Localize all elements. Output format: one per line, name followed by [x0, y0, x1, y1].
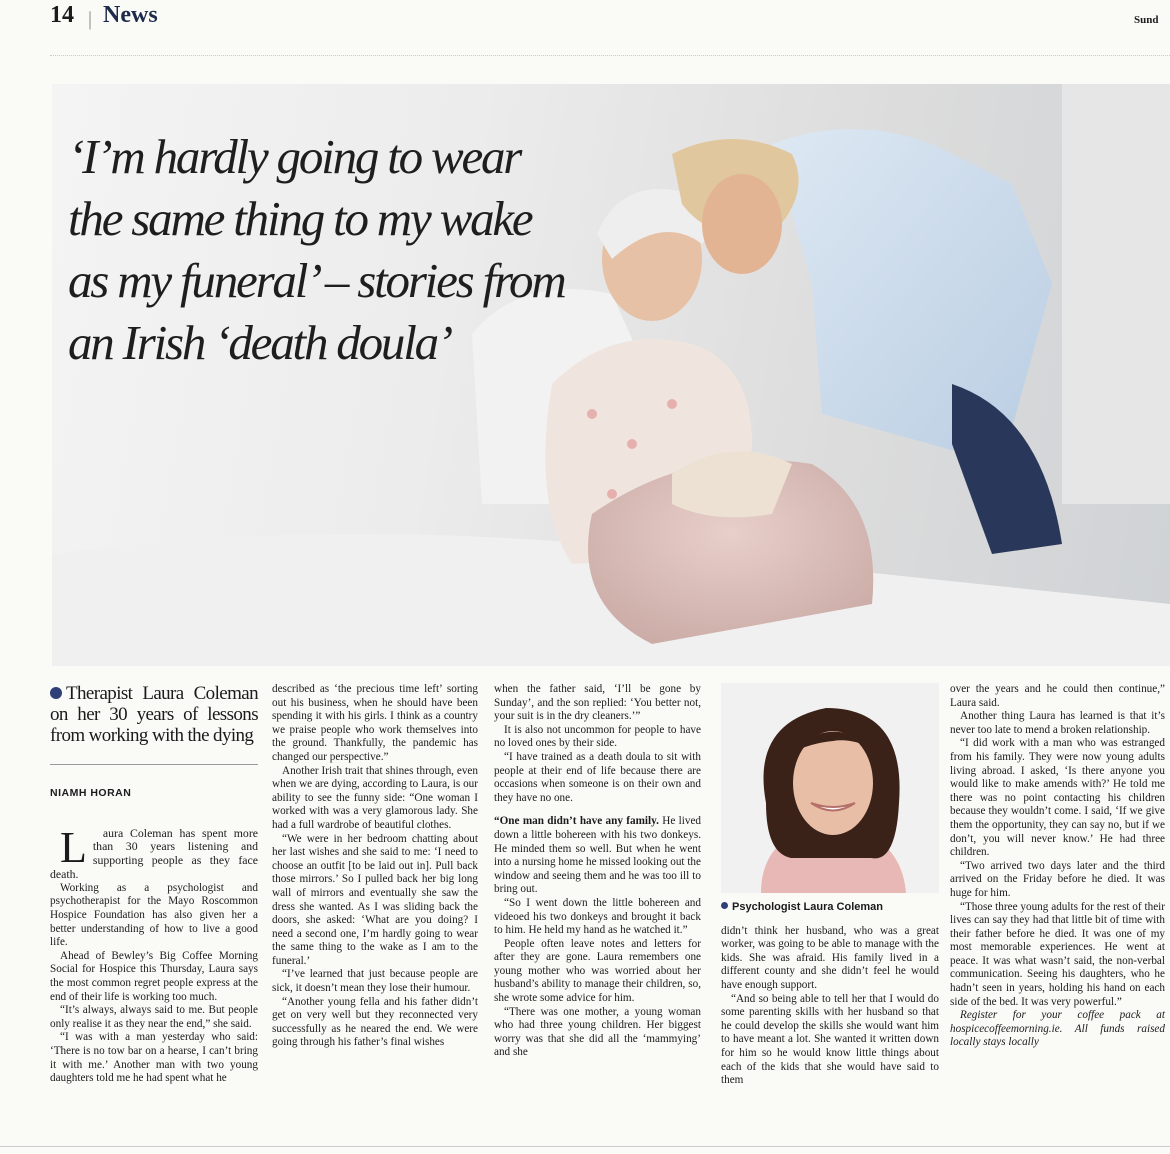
header-rule — [50, 55, 1170, 56]
bullet-icon — [50, 687, 62, 699]
paragraph: “It’s always, always said to me. But people only realise it as they near the end,” she said. — [50, 1004, 258, 1030]
article-column-4 — [721, 683, 939, 1088]
masthead-separator: | — [88, 8, 93, 30]
photo-caption: Psychologist Laura Coleman — [721, 901, 939, 915]
paragraph: didn’t think her husband, who was a great worker, was going to be able to manage with the kids. She was afraid. His family lived in a different county and she didn’t feel he would have enough support. — [721, 924, 939, 991]
paragraph: “We were in her bedroom chatting about her last wishes and she said to me: ‘I need to choose an outfit [to be laid out in]. Pull back those mirrors.’ So I pulled back her big long wall of mirrors and eventually she saw the dress she wanted. As I was sliding back the doors, she asked: ‘What are you doing? I need a second one, I’m hardly going to wear the same thing to the wake as I am to the funeral.’ — [272, 832, 478, 967]
standfirst: Therapist Laura Coleman on her 30 years of lessons from working with the dying — [50, 683, 258, 746]
paragraph: “I did work with a man who was estranged from his family. They were now young adults living abroad. I asked, ‘Is there anyone you would like to make amends with?’ He told me there was no point contacting his children because they wouldn’t come. I said, ‘If we give them the opportunity, they can say no, but if we don’t, you will never know.’ He had three children. — [950, 737, 1165, 859]
paragraph: “Another young fella and his father didn’t get on very well but they reconnected very successfully as he neared the end. We were going through his father’s final wishes — [272, 995, 478, 1049]
paragraph: “I have trained as a death doula to sit with people at their end of life because there are occasions when someone is on their own and they have no one. — [494, 750, 701, 804]
portrait-photo — [721, 683, 939, 893]
article-column-2 — [272, 683, 478, 1050]
portrait-illustration — [721, 683, 939, 893]
paragraph: “So I went down the little bohereen and videoed his two donkeys and brought it back to him. He held my hand as he watched it.” — [494, 896, 701, 937]
subhead-bold: “One man didn’t have any family. — [494, 815, 659, 828]
lead-paragraph: L aura Coleman has spent more than 30 years listening and supporting people as they face death. — [50, 822, 258, 881]
paragraph: when the father said, ‘I’ll be gone by Sunday’, and the son replied: ‘You better not, your suit is in the dry cleaners.’” — [494, 683, 701, 723]
lead-photo — [52, 84, 1170, 666]
bullet-icon — [721, 902, 728, 909]
byline: NIAMH HORAN — [50, 764, 258, 801]
promo-note: Register for your coffee pack at hospicecoffeemorning.ie. All funds raised locally stays locally — [950, 1009, 1165, 1049]
section-name: News — [103, 2, 158, 28]
paragraph: “And so being able to tell her that I would do some parenting skills with her husband so that he could develop the skills she would want him to have meant a lot. She wanted it written down for him so he would know little things about each of the kids that she would have said to them — [721, 992, 939, 1087]
paragraph: “Those three young adults for the rest of their lives can say they had that little bit of time with their father before he died. It was one of my most memorable experiences. He went at peace. It was what wasn’t said, the non-verbal communication. Seeing his daughters, who he hadn’t seen in years, holding his hand on each side of the bed. It was very powerful.” — [950, 900, 1165, 1008]
paragraph: People often leave notes and letters for after they are gone. Laura remembers one young mother who was worried about her husband’s ability to manage their children, so, she wrote some advice for him. — [494, 937, 701, 1005]
page-number: 14 — [50, 2, 74, 28]
paragraph: Working as a psychologist and psychotherapist for the Mayo Roscommon Hospice Foundation has also given her a better understanding of how to live a good life. — [50, 881, 258, 949]
article-column-1 — [50, 683, 258, 1086]
paragraph: over the years and he could then continue,” Laura said. — [950, 683, 1165, 709]
paragraph: “There was one mother, a young woman who had three young children. Her biggest worry was that she did all the ‘mammying’ and she — [494, 1005, 701, 1059]
masthead — [0, 0, 1170, 48]
dropcap: L — [60, 822, 87, 872]
paragraph: It is also not uncommon for people to have no loved ones by their side. — [494, 723, 701, 750]
paragraph: described as ‘the precious time left’ sorting out his business, when he should have been spending it with his girls. I think as a country we praise people who work themselves into the ground. Thankfully, the pandemic has changed our perspective.” — [272, 683, 478, 763]
paragraph: Ahead of Bewley’s Big Coffee Morning Social for Hospice this Thursday, Laura says the most common regret people express at the end of their life is working too much. — [50, 949, 258, 1003]
article-column-3 — [494, 683, 701, 1060]
date-fragment: Sund — [1134, 14, 1159, 26]
footer-rule — [0, 1146, 1170, 1147]
paragraph: Another Irish trait that shines through, even when we are dying, according to Laura, is our ability to see the funny side: “One woman I worked with was a very glamorous lady. She had a full wardrobe of beautiful clothes. — [272, 764, 478, 831]
paragraph: Another thing Laura has learned is that it’s never too late to mend a broken relationship. — [950, 710, 1165, 736]
article-column-5 — [950, 683, 1165, 1050]
paragraph: “Two arrived two days later and the third arrived on the Friday before he died. It was huge for him. — [950, 859, 1165, 899]
paragraph: “I was with a man yesterday who said: ‘There is no tow bar on a hearse, I can’t bring it with me.’ Another man with two young daughters told me he had spent what he — [50, 1031, 258, 1085]
paragraph: “One man didn’t have any family. He lived down a little bohereen with his two donkeys. He minded them so well. But when he went into a nursing home he missed looking out the window and seeing them and he was too ill to bring out. — [494, 815, 701, 896]
paragraph: “I’ve learned that just because people are sick, it doesn’t mean they lose their humour. — [272, 968, 478, 995]
headline: ‘I’m hardly going to wear the same thing to my wake as my funeral’ – stories from an Irish ‘death doula’ — [68, 129, 565, 370]
